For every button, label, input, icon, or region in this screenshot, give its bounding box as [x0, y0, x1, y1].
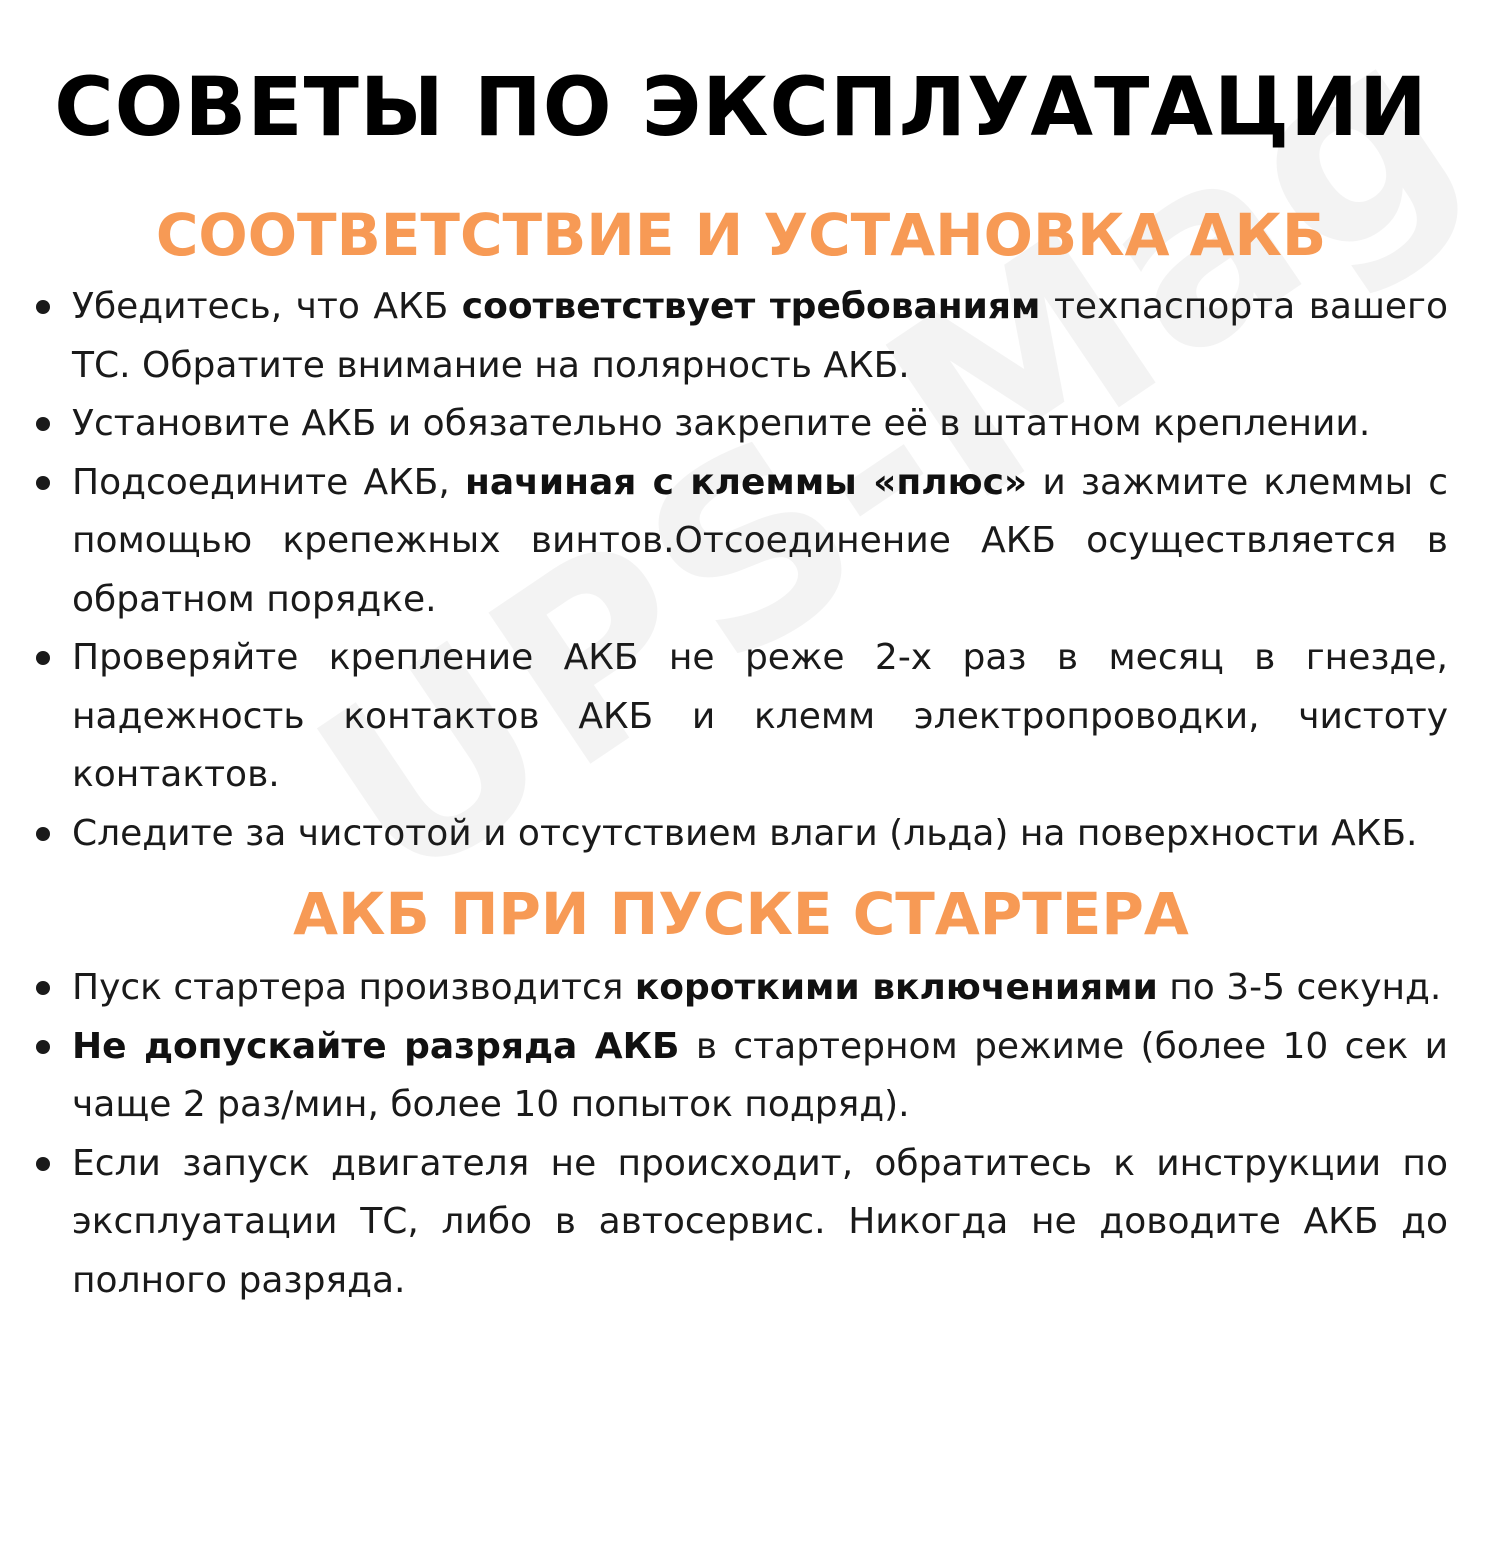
item-text: Пуск стартера производится	[72, 967, 635, 1008]
item-text: в стартерном режиме (более 10 сек и чаще 2 раз/мин, более 10 попыток подряд).	[72, 1025, 1449, 1125]
installation-tips-list	[34, 278, 1448, 863]
bullet-icon	[36, 1040, 50, 1054]
item-text: Установите АКБ и обязательно закрепите её в штатном креплении.	[72, 403, 1371, 444]
item-text: Проверяйте крепление АКБ не реже 2-х раз в месяц в гнезде, надежность контактов АКБ и клемм электропроводки, чистоту контактов.	[72, 637, 1448, 795]
item-text: Подсоедините АКБ,	[72, 461, 465, 503]
page	[0, 60, 1500, 1310]
item-emphasis: Не допускайте разряда АКБ	[72, 1025, 680, 1067]
item-text: Если запуск двигателя не происходит, обратитесь к инструкции по эксплуатации ТС, либо в автосервис. Никогда не доводите АКБ до полного разряда.	[72, 1142, 1448, 1301]
item-text: Следите за чистотой и отсутствием влаги (льда) на поверхности АКБ.	[72, 812, 1418, 854]
item-text: и зажмите клеммы с помощью крепежных винтов.Отсоединение АКБ осуществляется в обратном порядке.	[72, 461, 1448, 620]
list-item	[34, 805, 1448, 864]
list-item	[34, 959, 1448, 1018]
bullet-icon	[36, 981, 50, 995]
bullet-icon	[36, 651, 50, 665]
list-item	[34, 1135, 1448, 1311]
section-title-starter: АКБ ПРИ ПУСКЕ СТАРТЕРА	[293, 880, 1189, 948]
bullet-icon	[36, 476, 50, 490]
item-text: по 3-5 секунд.	[1157, 967, 1442, 1008]
bullet-icon	[36, 417, 50, 431]
list-item	[34, 395, 1448, 454]
bullet-icon	[36, 1157, 50, 1171]
list-item	[34, 278, 1448, 395]
list-item	[34, 1018, 1448, 1135]
item-emphasis: начиная с клеммы «плюс»	[464, 461, 1028, 503]
starter-tips-list	[34, 959, 1448, 1310]
page-title: СОВЕТЫ ПО ЭКСПЛУАТАЦИИ	[54, 61, 1428, 155]
item-emphasis: короткими включениями	[634, 967, 1158, 1008]
list-item	[34, 454, 1448, 630]
bullet-icon	[36, 827, 50, 841]
item-text: техпаспорта вашего ТС. Обратите внимание на полярность АКБ.	[72, 286, 1448, 386]
list-item	[34, 629, 1448, 805]
bullet-icon	[36, 300, 50, 314]
item-emphasis: соответствует требованиям	[461, 286, 1041, 327]
item-text: Убедитесь, что АКБ	[72, 286, 462, 327]
section-title-installation: СООТВЕТСТВИЕ И УСТАНОВКА АКБ	[155, 201, 1327, 269]
